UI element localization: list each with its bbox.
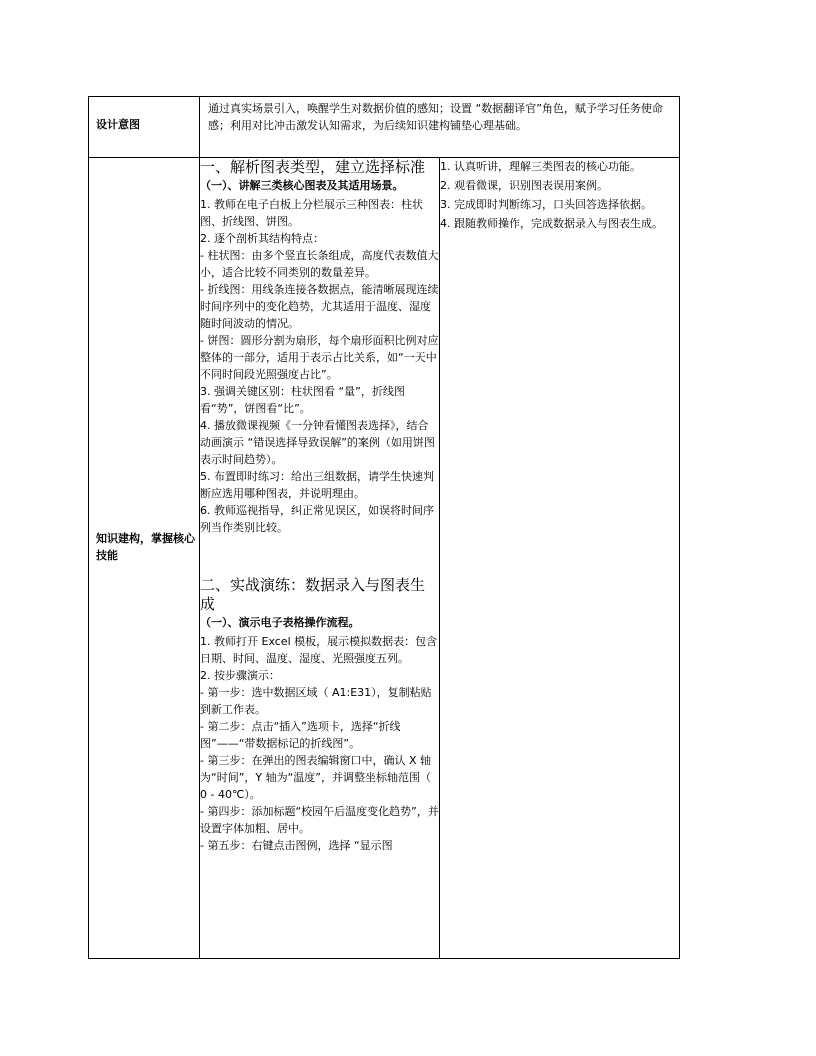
section2-item: 1. 教师打开 Excel 模板，展示模拟数据表：包含日期、时间、温度、湿度、光照强度五列。 — [200, 635, 438, 665]
section1-title: 一、解析图表类型，建立选择标准 — [200, 158, 426, 176]
knowledge-label: 知识建构，掌握核心技能 — [96, 532, 195, 562]
section2-subtitle: （一）、演示电子表格操作流程。 — [200, 616, 360, 629]
lesson-plan-table — [88, 96, 680, 959]
section2-item: 2. 按步骤演示： — [200, 669, 280, 682]
section2-items — [200, 633, 439, 854]
section2-item: - 第二步：点击“插入”选项卡，选择“折线图”——“带数据标记的折线图”。 — [200, 720, 401, 750]
student-item: 4. 跟随教师操作，完成数据录入与图表生成。 — [440, 217, 663, 230]
section1-item: 2. 逐个剖析其结构特点： — [200, 232, 324, 245]
design-intent-text-cell — [200, 97, 680, 158]
design-intent-label-cell — [89, 97, 200, 158]
student-item: 3. 完成即时判断练习，口头回答选择依据。 — [440, 198, 652, 211]
student-item: 1. 认真听讲，理解三类图表的核心功能。 — [440, 160, 641, 173]
section1-item: - 柱状图：由多个竖直长条组成，高度代表数值大小，适合比较不同类别的数量差异。 — [200, 249, 439, 279]
student-activity-cell — [440, 158, 680, 959]
section2-item: - 第五步：右键点击图例，选择 “显示图 — [200, 839, 393, 852]
knowledge-label-cell — [89, 158, 200, 959]
section1-item: 4. 播放微课视频《一分钟看懂图表选择》，结合动画演示 “错误选择导致误解”的案例（如用饼图表示时间趋势）。 — [200, 419, 435, 466]
student-item: 2. 观看微课，识别图表误用案例。 — [440, 179, 608, 192]
section1-item: 5. 布置即时练习：给出三组数据，请学生快速判断应选用哪种图表，并说明理由。 — [200, 470, 434, 500]
section1-items — [200, 196, 439, 536]
section1-subtitle: （一）、讲解三类核心图表及其适用场景。 — [200, 179, 404, 192]
section1-item: - 折线图：用线条连接各数据点，能清晰展现连续时间序列中的变化趋势，尤其适用于温度、湿度随时间波动的情况。 — [200, 283, 439, 330]
knowledge-row — [89, 158, 680, 959]
section2-item: - 第一步：选中数据区域（ A1:E31），复制粘贴到新工作表。 — [200, 686, 432, 716]
section2-title: 二、实战演练：数据录入与图表生成 — [200, 576, 426, 613]
section1-item: 6. 教师巡视指导，纠正常见误区，如误将时间序列当作类别比较。 — [200, 504, 434, 534]
section1-item: - 饼图：圆形分割为扇形，每个扇形面积比例对应整体的一部分，适用于表示占比关系，如“一天中不同时间段光照强度占比”。 — [200, 334, 439, 381]
section1-item: 3. 强调关键区别：柱状图看 “量”，折线图看“势”，饼图看“比”。 — [200, 385, 405, 415]
section1-item: 1. 教师在电子白板上分栏展示三种图表：柱状图、折线图、饼图。 — [200, 198, 423, 228]
design-intent-row — [89, 97, 680, 158]
section2-item: - 第四步：添加标题“校园午后温度变化趋势”，并设置字体加粗、居中。 — [200, 805, 439, 835]
teacher-activity-cell — [200, 158, 440, 959]
design-intent-text: 通过真实场景引入，唤醒学生对数据价值的感知；设置 “数据翻译官”角色，赋予学习任务使命感；利用对比冲击激发认知需求，为后续知识建构铺垫心理基础。 — [208, 102, 663, 132]
section2-item: - 第三步：在弹出的图表编辑窗口中，确认 X 轴为“时间”，Y 轴为“温度”，并调整坐标轴范围（ 0 - 40℃）。 — [200, 754, 432, 801]
design-intent-label: 设计意图 — [96, 118, 140, 131]
